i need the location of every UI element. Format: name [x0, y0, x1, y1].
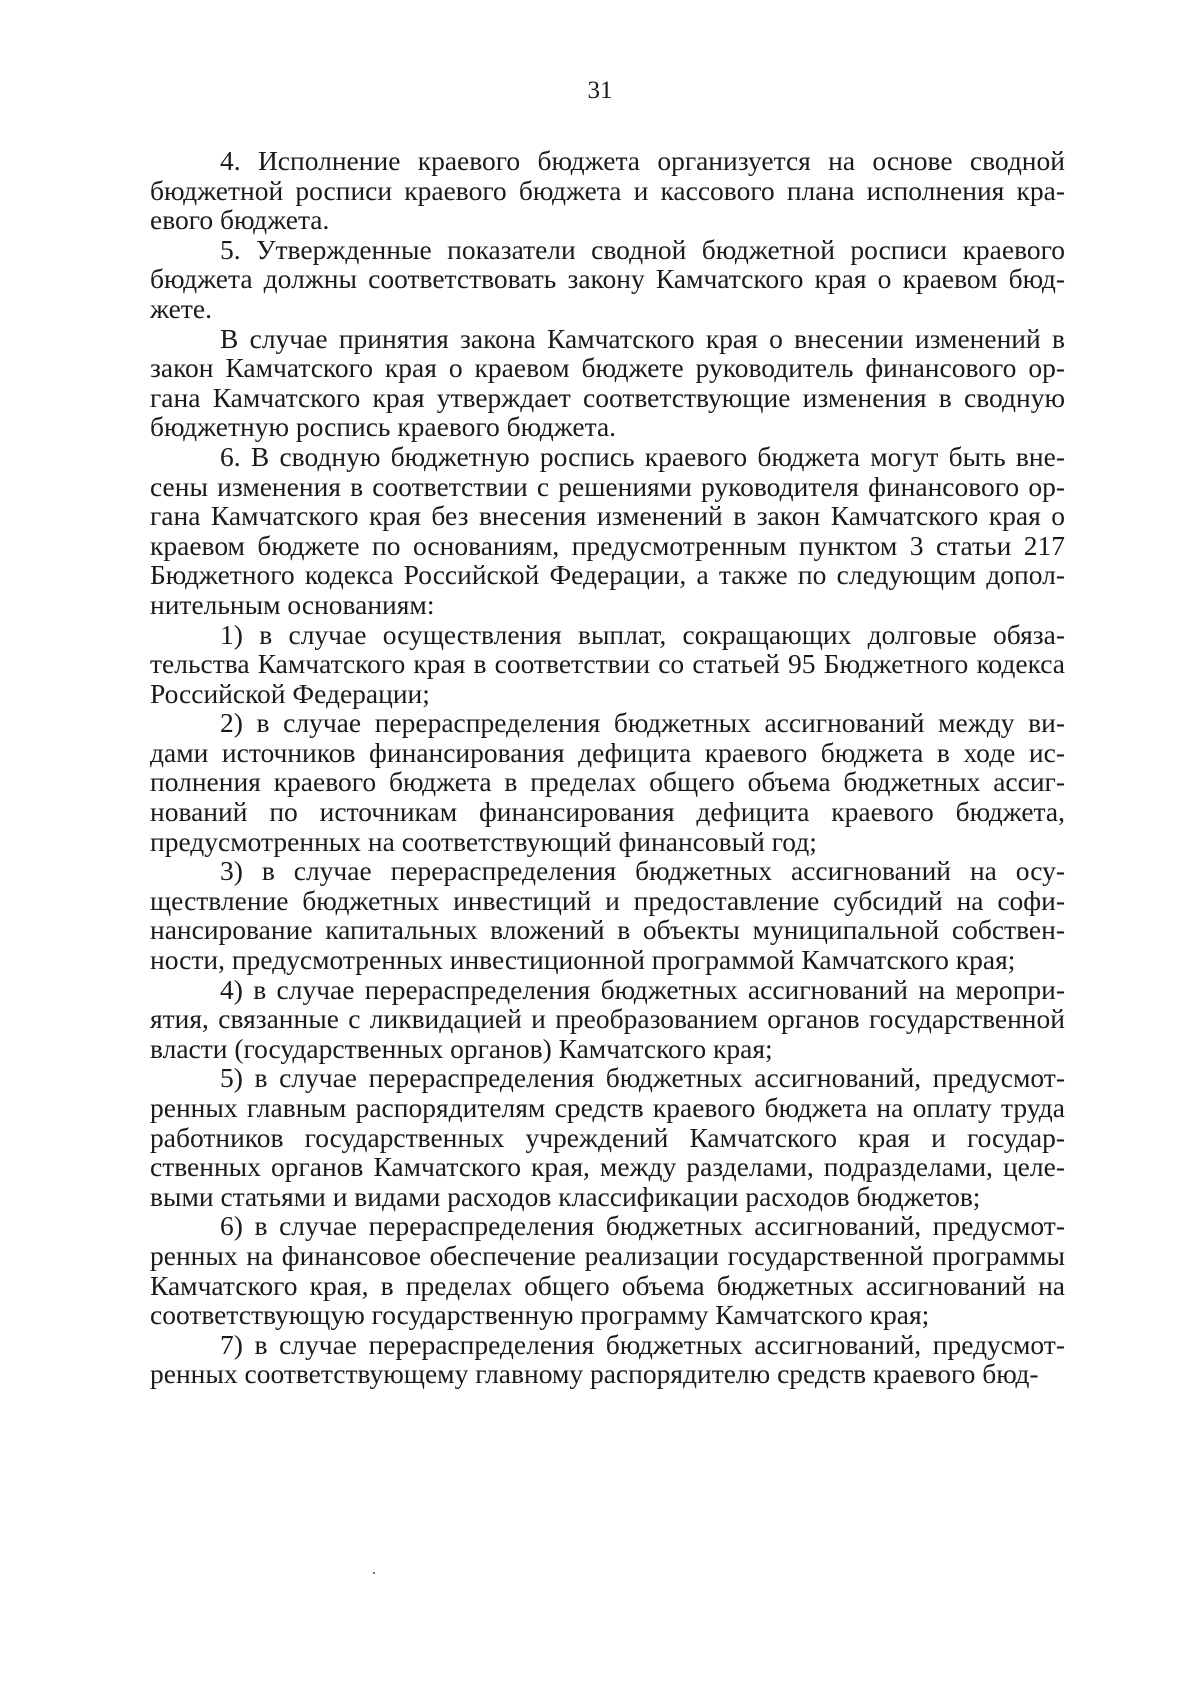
subitem-3: 3) в случае перераспределения бюджетных ассигнований на осуществление бюджетных инвестиций и предоставление субсидий на софинансирование капитальных вложений в объекты муниципальной собственности, предусмотренных инвестиционной программой Камчатского края; — [150, 855, 1065, 976]
subitem-1: 1) в случае осуществления выплат, сокращающих долговые обязательства Камчатского края в соответствии со статьей 95 Бюджетного кодекса Российской Федерации; — [150, 618, 1065, 709]
subitem-7: 7) в случае перераспределения бюджетных ассигнований, предусмотренных соответствующему главному распорядителю средств краевого бюд- — [150, 1328, 1065, 1390]
paragraph-item-6: 6. В сводную бюджетную роспись краевого бюджета могут быть внесены изменения в соответствии с решениями руководителя финансового органа Камчатского края без внесения изменений в закон Камчатского края о краевом бюджете по основаниям, предусмотренным пунктом 3 статьи 217 Бюджетного кодекса Российской Федерации, а также по следующим дополнительным основаниям: — [150, 440, 1065, 620]
paragraph-item-5: 5. Утвержденные показатели сводной бюджетной росписи краевого бюджета должны соответствовать закону Камчатского края о краевом бюджете. — [150, 233, 1065, 324]
subitem-5: 5) в случае перераспределения бюджетных ассигнований, предусмотренных главным распорядителям средств краевого бюджета на оплату труда работников государственных учреждений Камчатского края и государственных органов Камчатского края, между разделами, подразделами, целевыми статьями и видами расходов классификации расходов бюджетов; — [150, 1062, 1065, 1212]
paragraph-amendment-case: В случае принятия закона Камчатского края о внесении изменений в закон Камчатского края о краевом бюджете руководитель финансового органа Камчатского края утверждает соответствующие изменения в сводную бюджетную роспись краевого бюджета. — [150, 322, 1065, 443]
scan-speck — [373, 1572, 375, 1574]
subitem-6: 6) в случае перераспределения бюджетных ассигнований, предусмотренных на финансовое обеспечение реализации государственной программы Камчатского края, в пределах общего объема бюджетных ассигнований на соответствующую государственную программу Камчатского края; — [150, 1210, 1065, 1331]
paragraph-item-4: 4. Исполнение краевого бюджета организуется на основе сводной бюджетной росписи краевого бюджета и кассового плана исполнения краевого бюджета. — [150, 145, 1065, 236]
subitem-4: 4) в случае перераспределения бюджетных ассигнований на мероприятия, связанные с ликвидацией и преобразованием органов государственной власти (государственных органов) Камчатского края; — [150, 973, 1065, 1064]
subitem-2: 2) в случае перераспределения бюджетных ассигнований между видами источников финансирования дефицита краевого бюджета в ходе исполнения краевого бюджета в пределах общего объема бюджетных ассигнований по источникам финансирования дефицита краевого бюджета, предусмотренных на соответствующий финансовый год; — [150, 707, 1065, 857]
page-number: 31 — [587, 77, 613, 104]
document-body — [150, 146, 1065, 1389]
